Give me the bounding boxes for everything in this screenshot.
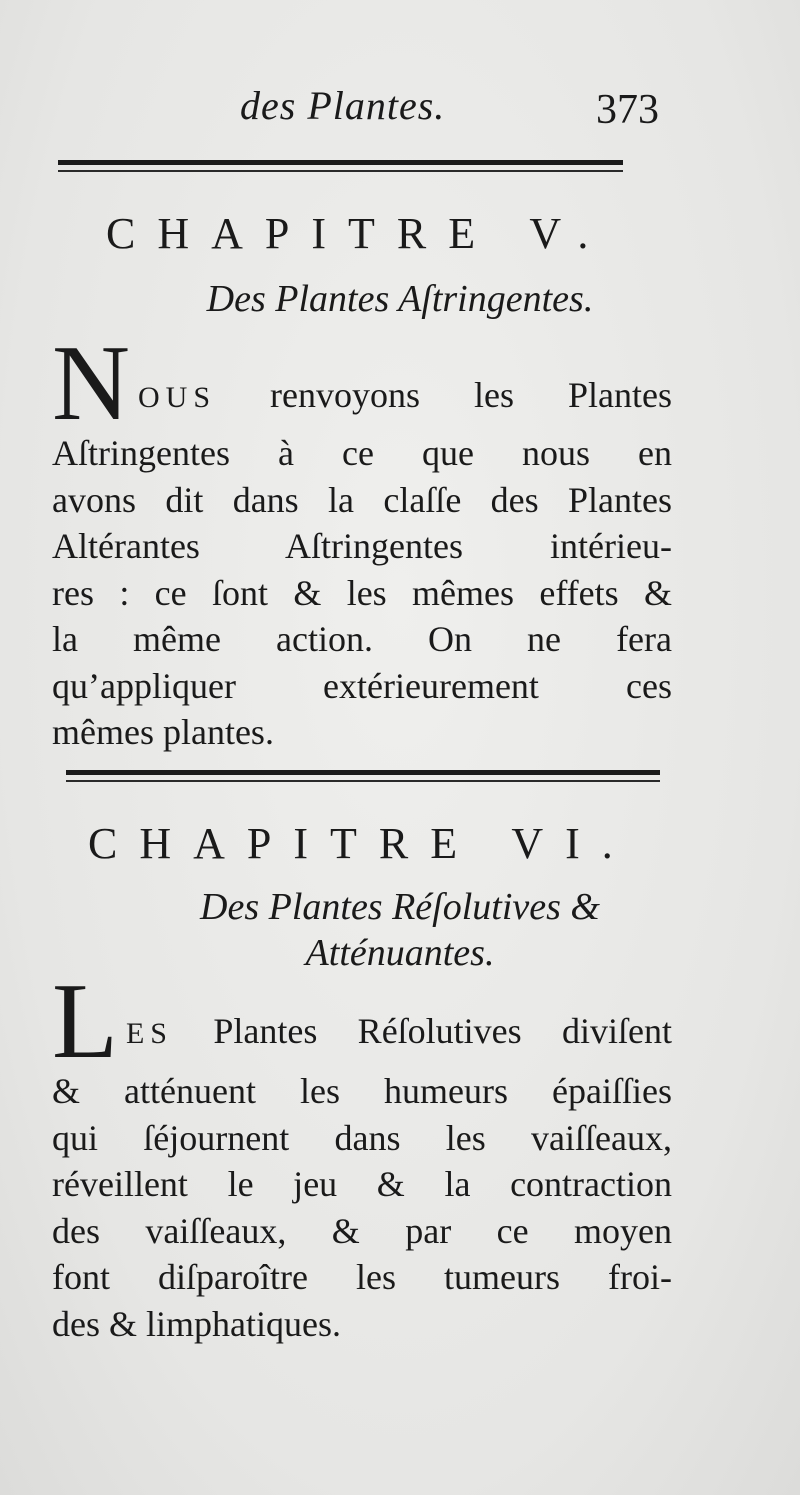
chapter-subtitle: Des Plantes Réſolutives & <box>200 886 600 928</box>
drop-cap: L <box>52 962 118 1081</box>
text-line: res : ce ſont & les mêmes effets & <box>52 572 672 613</box>
chapter-paragraph <box>52 324 673 756</box>
text-line: qu’appliquer extérieurement ces <box>52 665 672 706</box>
rule-middle <box>66 770 660 775</box>
text-line <box>52 976 672 1055</box>
drop-cap: N <box>52 324 130 443</box>
text-line: réveillent le jeu & la contraction <box>52 1164 672 1204</box>
text-line: font diſparoître les tumeurs froi- <box>52 1257 672 1297</box>
running-title: des Plantes. <box>240 83 446 128</box>
chapter-subtitle: Atténuantes. <box>305 932 495 974</box>
text-line: des vaiſſeaux, & par ce moyen <box>52 1210 672 1251</box>
text-line: qui ſéjournent dans les vaiſſeaux, <box>52 1117 672 1158</box>
first-word-smallcaps: OUS <box>138 381 217 414</box>
chapter-heading: CHAPITRE V. <box>106 209 611 258</box>
text-line-content: renvoyons les Plantes <box>270 375 673 415</box>
text-line: la même action. On ne fera <box>52 619 672 659</box>
text-line <box>52 338 672 419</box>
chapter-heading: CHAPITRE VI. <box>88 819 635 868</box>
text-line: Altérantes Aſtringentes intérieu- <box>52 526 672 566</box>
text-line-content: Plantes Réſolutives diviſent <box>213 1011 672 1051</box>
chapter-subtitle: Des Plantes Aſtringentes. <box>206 278 594 320</box>
rule-top <box>58 160 623 165</box>
text-line: mêmes plantes. <box>52 712 274 752</box>
text-line: avons dit dans la claſſe des Plantes <box>52 479 672 520</box>
text-line: Aſtringentes à ce que nous en <box>52 433 672 473</box>
running-head <box>0 82 800 132</box>
first-word-smallcaps: ES <box>125 1017 173 1050</box>
page-number: 373 <box>596 87 659 133</box>
text-line: des & limphatiques. <box>52 1303 341 1344</box>
chapter-paragraph <box>52 962 672 1347</box>
text-line: & atténuent les humeurs épaiſſies <box>52 1071 672 1111</box>
